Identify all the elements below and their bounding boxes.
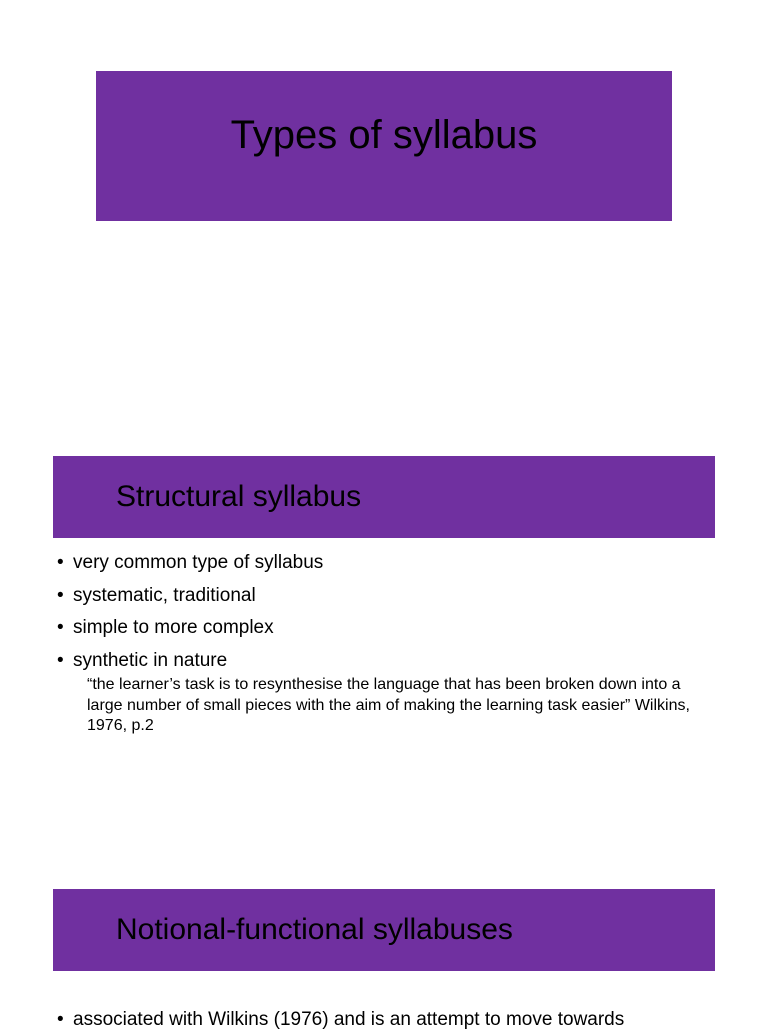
- list-item: [57, 1004, 624, 1036]
- structural-bullet-list: [57, 547, 323, 677]
- notional-functional-heading: Notional-functional syllabuses: [116, 913, 513, 946]
- page-title: Types of syllabus: [230, 112, 538, 157]
- bullet-icon: •: [57, 649, 64, 671]
- structural-syllabus-banner: [53, 456, 715, 538]
- bullet-text: simple to more complex: [73, 617, 274, 638]
- bullet-text: associated with Wilkins (1976) and is an attempt to move towards: [73, 1009, 625, 1030]
- bullet-icon: •: [57, 552, 64, 573]
- bullet-text: very common type of syllabus: [73, 552, 324, 573]
- list-item: [57, 645, 323, 678]
- bullet-icon: •: [57, 584, 64, 606]
- bullet-text: synthetic in nature: [73, 649, 228, 671]
- structural-syllabus-heading: Structural syllabus: [116, 480, 362, 513]
- bullet-icon: •: [57, 617, 64, 638]
- list-item: [57, 612, 323, 645]
- title-banner: [96, 71, 672, 221]
- list-item: [57, 580, 323, 613]
- bullet-text: systematic, traditional: [73, 584, 256, 606]
- list-item: [57, 547, 323, 580]
- notional-functional-banner: [53, 889, 715, 971]
- wilkins-quote: “the learner’s task is to resynthesise the language that has been broken down into a large number of small pieces with the aim of making the learning task easier” Wilkins, 1976, p.2: [87, 676, 690, 734]
- bullet-icon: •: [57, 1009, 64, 1030]
